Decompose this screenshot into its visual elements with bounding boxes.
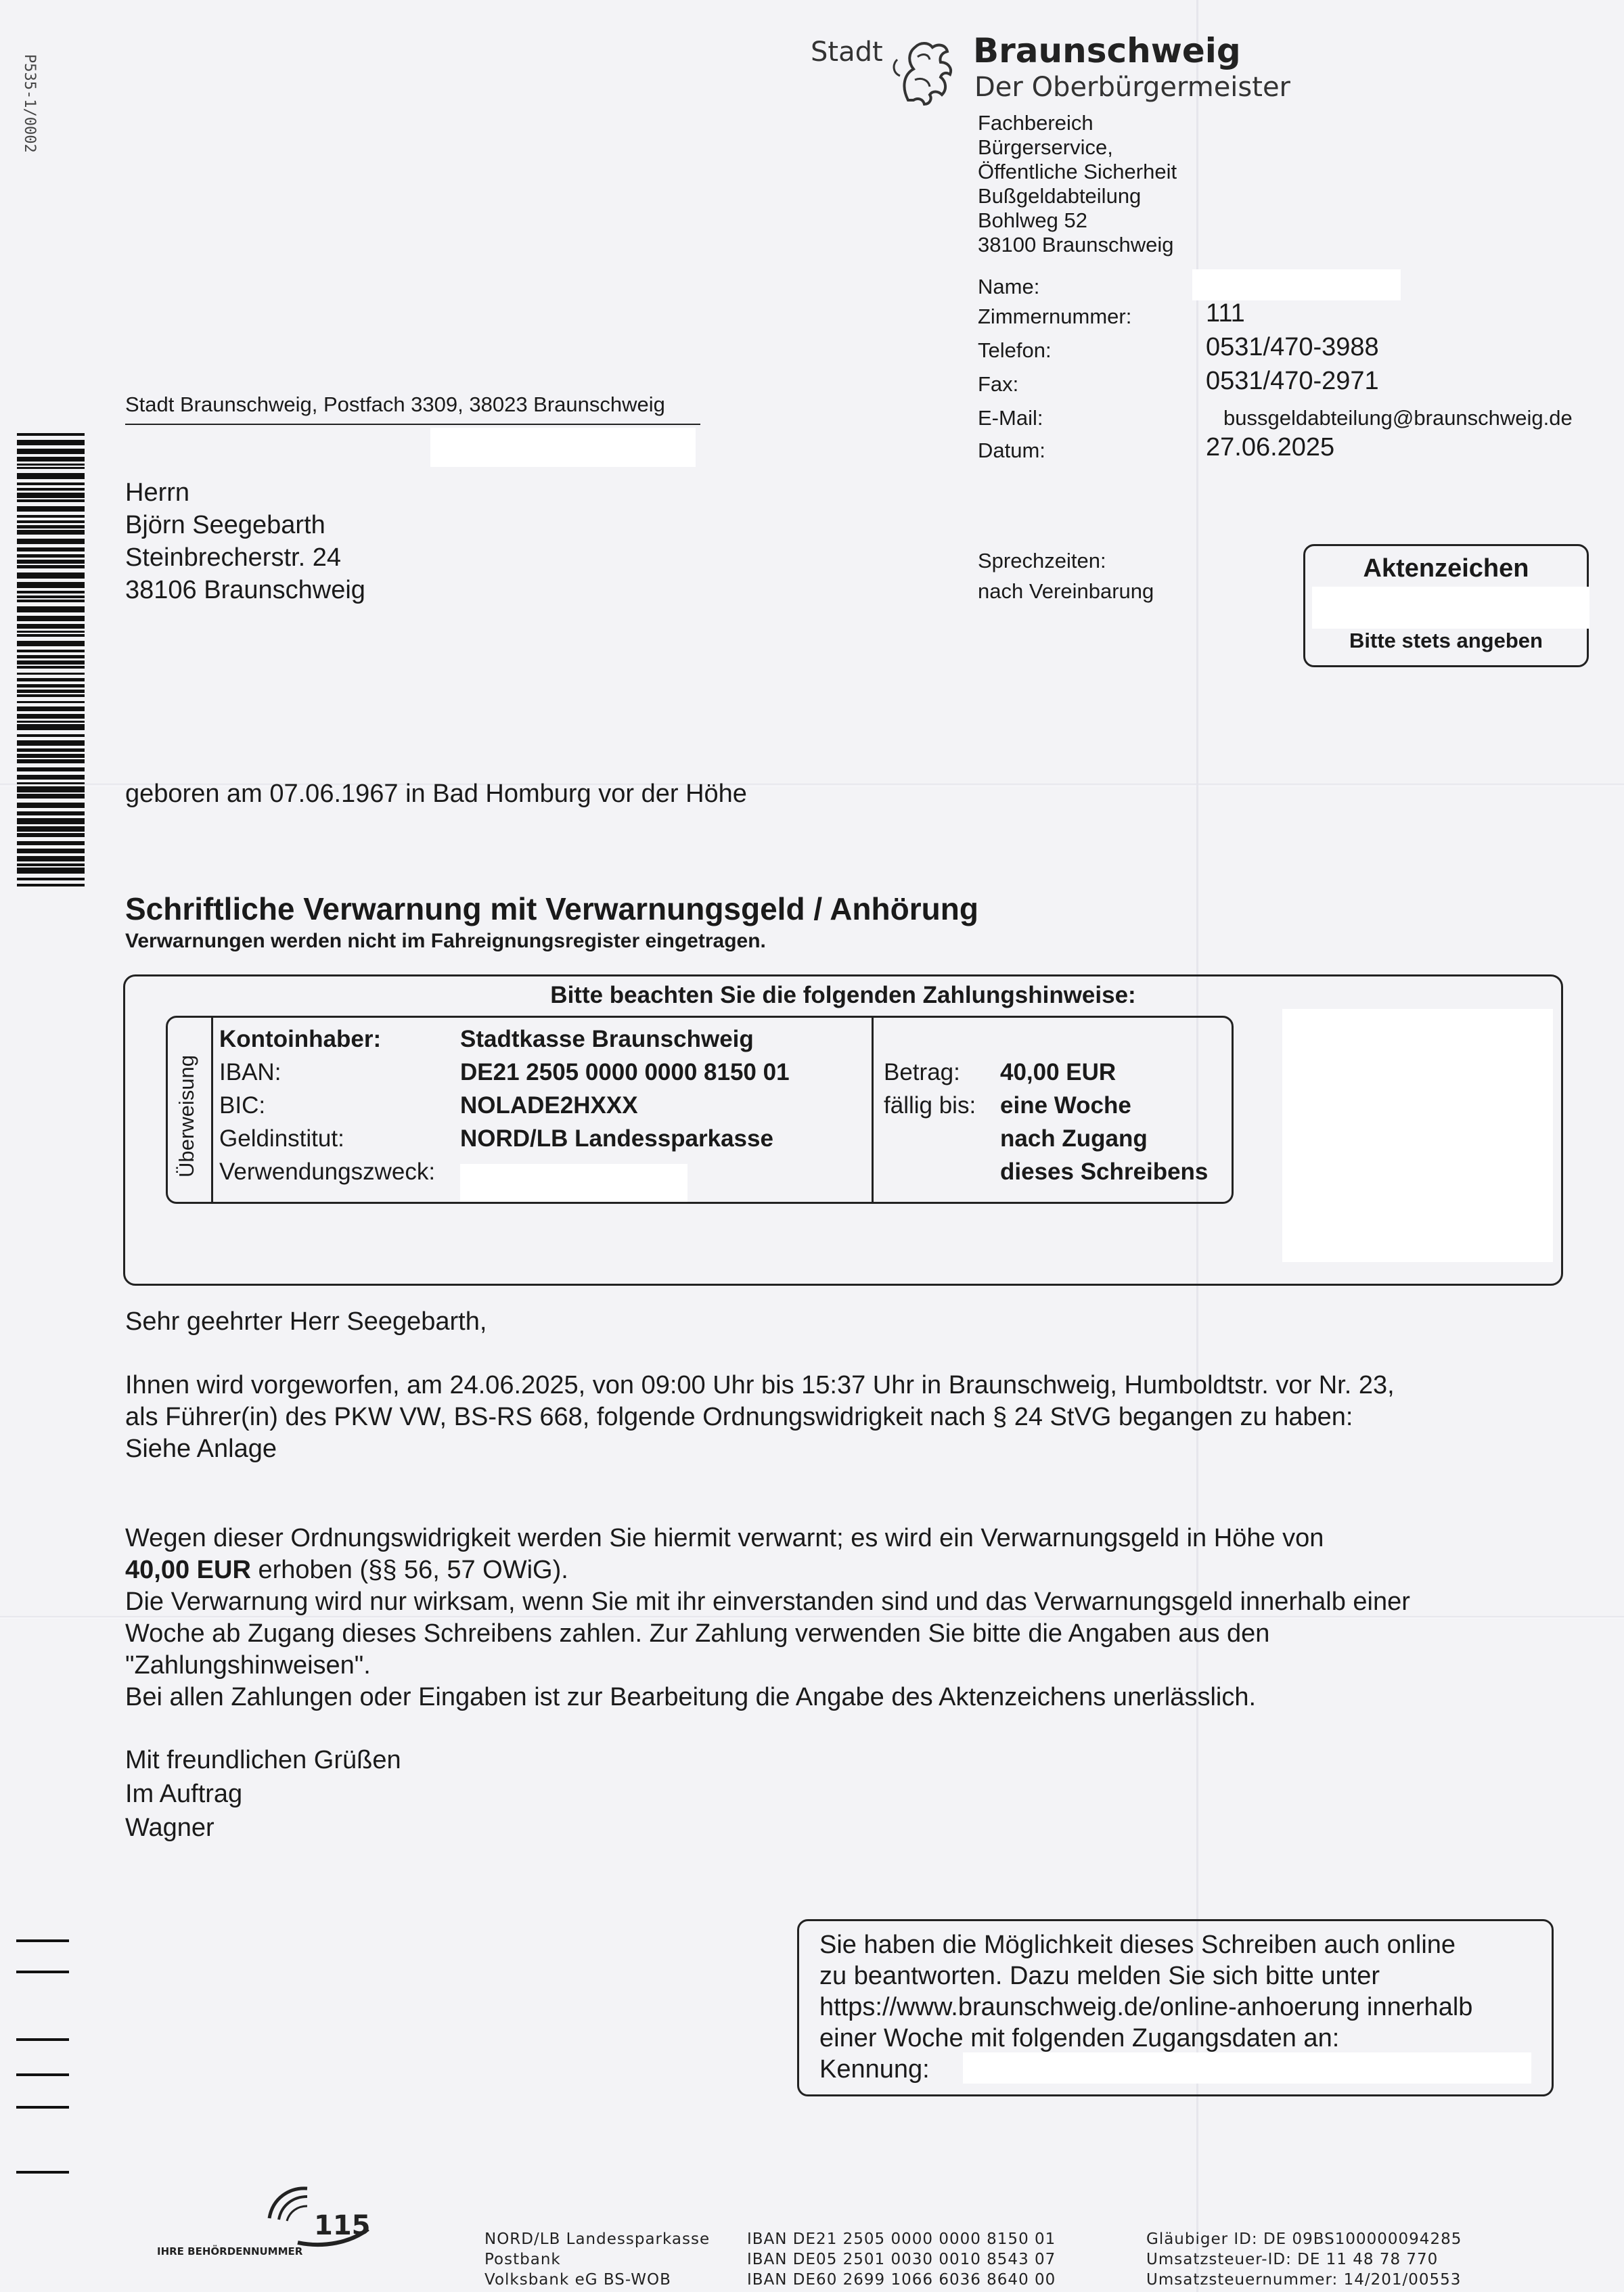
redacted-reference (460, 1164, 687, 1202)
bank-label: Geldinstitut: (219, 1125, 344, 1152)
recipient-street: Steinbrecherstr. 24 (125, 543, 341, 572)
recipient-salutation: Herrn (125, 478, 190, 507)
fine-amount: 40,00 EUR (125, 1556, 251, 1584)
margin-mark (16, 2171, 69, 2174)
lion-crest-logo (888, 32, 961, 108)
document-id: P535-1/0002 (21, 54, 38, 153)
contact-name-row (978, 269, 1607, 303)
footer-line: Umsatzsteuer-ID: DE 11 48 78 770 (1146, 2251, 1439, 2268)
logo-number: 115 (314, 2210, 371, 2241)
birth-line: geboren am 07.06.1967 in Bad Homburg vor der Höhe (125, 780, 747, 808)
contact-fax-row (978, 367, 1607, 401)
redacted-qr-area (1282, 1009, 1553, 1262)
payment-divider (872, 1018, 874, 1202)
due-value: nach Zugang (1000, 1125, 1148, 1152)
department-address (978, 111, 1177, 257)
paragraph-line (125, 1554, 1573, 1586)
closing-line: Mit freundlichen Grüßen (125, 1746, 401, 1774)
footer-line: Postbank (484, 2251, 561, 2268)
online-id-label: Kennung: (819, 2055, 930, 2084)
paragraph-line: Wegen dieser Ordnungswidrigkeit werden Sie hiermit verwarnt; es wird ein Verwarnungsgeld in Höhe von (125, 1524, 1324, 1552)
email-label: E-Mail: (978, 406, 1043, 430)
recipient-city: 38106 Braunschweig (125, 576, 365, 604)
aktenzeichen-hint: Bitte stets angeben (1349, 629, 1543, 652)
page-title: Schriftliche Verwarnung mit Verwarnungsgeld / Anhörung (125, 891, 978, 926)
phone-label: Telefon: (978, 338, 1052, 362)
email-value[interactable]: bussgeldabteilung@braunschweig.de (1223, 406, 1573, 430)
account-holder-value: Stadtkasse Braunschweig (460, 1026, 754, 1052)
paragraph-line: Bei allen Zahlungen oder Eingaben ist zur Bearbeitung die Angabe des Aktenzeichens unerlässlich. (125, 1683, 1257, 1711)
bic-label: BIC: (219, 1092, 266, 1119)
paragraph-text: erhoben (§§ 56, 57 OWiG). (250, 1556, 568, 1584)
paragraph-line: als Führer(in) des PKW VW, BS-RS 668, folgende Ordnungswidrigkeit nach § 24 StVG begangen zu haben: (125, 1403, 1353, 1431)
office-hours-label: Sprechzeiten: (978, 549, 1106, 572)
redacted-aktenzeichen (1312, 587, 1589, 629)
paragraph-line: "Zahlungshinweisen". (125, 1651, 371, 1680)
redacted-field (430, 428, 696, 467)
margin-mark (16, 2073, 69, 2076)
account-holder-label: Kontoinhaber: (219, 1026, 382, 1052)
name-label: Name: (978, 275, 1040, 298)
room-label: Zimmernummer: (978, 305, 1132, 328)
contact-date-row (978, 433, 1607, 467)
closing-signature: Wagner (125, 1814, 215, 1842)
logo-stadt: Stadt (811, 37, 883, 68)
paragraph-line: Woche ab Zugang dieses Schreibens zahlen. Zur Zahlung verwenden Sie bitte die Angaben aus den (125, 1619, 1270, 1648)
department-line: 38100 Braunschweig (978, 233, 1174, 256)
barcode (17, 433, 85, 886)
online-line: zu beantworten. Dazu melden Sie sich bitte unter (819, 1962, 1380, 1990)
page-subtitle: Verwarnungen werden nicht im Fahreignungsregister eingetragen. (125, 930, 766, 952)
department-line: Bürgerservice, (978, 135, 1113, 159)
footer-ibans (747, 2229, 1056, 2290)
greeting: Sehr geehrter Herr Seegebarth, (125, 1307, 487, 1336)
department-line: Fachbereich (978, 111, 1093, 135)
logo-subtitle: Der Oberbürgermeister (974, 72, 1290, 103)
online-line: einer Woche mit folgenden Zugangsdaten an: (819, 2024, 1340, 2052)
footer-line: Gläubiger ID: DE 09BS100000094285 (1146, 2230, 1462, 2248)
return-address: Stadt Braunschweig, Postfach 3309, 38023 Braunschweig (125, 392, 665, 416)
department-line: Öffentliche Sicherheit (978, 160, 1177, 183)
bic-value: NOLADE2HXXX (460, 1092, 638, 1119)
closing-block (125, 1743, 401, 1845)
date-value: 27.06.2025 (1206, 433, 1335, 462)
office-hours-value: nach Vereinbarung (978, 579, 1154, 603)
return-address-rule (125, 424, 700, 425)
footer-line: IBAN DE05 2501 0030 0010 8543 07 (747, 2251, 1056, 2268)
office-hours (978, 545, 1154, 606)
due-value: dieses Schreibens (1000, 1159, 1209, 1185)
phone-value: 0531/470-3988 (1206, 333, 1379, 361)
authority-number-logo (154, 2178, 411, 2259)
logo-city-name: Braunschweig (973, 31, 1241, 70)
accusation-paragraph (125, 1370, 1573, 1465)
online-url-line[interactable]: https://www.braunschweig.de/online-anhoerung innerhalb (819, 1993, 1473, 2021)
footer-line: IBAN DE21 2505 0000 0000 8150 01 (747, 2230, 1056, 2248)
margin-mark (16, 2106, 69, 2109)
aktenzeichen-title: Aktenzeichen (1363, 554, 1529, 583)
room-value: 111 (1206, 299, 1245, 328)
transfer-side-label: Überweisung (168, 1018, 213, 1202)
recipient-address (125, 476, 365, 606)
paragraph-line: Ihnen wird vorgeworfen, am 24.06.2025, von 09:00 Uhr bis 15:37 Uhr in Braunschweig, Humboldtstr. vor Nr. 23, (125, 1371, 1395, 1399)
aktenzeichen-box (1303, 544, 1589, 667)
footer-line: Umsatzsteuernummer: 14/201/00553 (1146, 2271, 1462, 2289)
contact-phone-row (978, 333, 1607, 367)
fax-value: 0531/470-2971 (1206, 367, 1379, 395)
payment-instructions-box (123, 974, 1563, 1286)
due-label: fällig bis: (884, 1092, 976, 1119)
footer-ids (1146, 2229, 1462, 2290)
online-response-box (797, 1919, 1554, 2096)
due-value: eine Woche (1000, 1092, 1131, 1119)
margin-mark (16, 1971, 69, 1973)
bank-value: NORD/LB Landessparkasse (460, 1125, 773, 1152)
payment-heading: Bitte beachten Sie die folgenden Zahlungshinweise: (550, 982, 1136, 1008)
reference-label: Verwendungszweck: (219, 1159, 436, 1185)
footer-banks (484, 2229, 710, 2290)
amount-label: Betrag: (884, 1059, 960, 1085)
paragraph-line: Siehe Anlage (125, 1435, 277, 1463)
fax-label: Fax: (978, 372, 1019, 396)
footer-line: IBAN DE60 2699 1066 6036 8640 00 (747, 2271, 1056, 2289)
iban-value: DE21 2505 0000 0000 8150 01 (460, 1059, 790, 1085)
transfer-details-box (166, 1016, 1234, 1204)
paragraph-line: Die Verwarnung wird nur wirksam, wenn Sie mit ihr einverstanden sind und das Verwarnungsgeld innerhalb einer (125, 1588, 1410, 1616)
iban-label: IBAN: (219, 1059, 281, 1085)
margin-mark (16, 2038, 69, 2041)
contact-email-row (978, 401, 1607, 434)
department-line: Bußgeldabteilung (978, 184, 1142, 208)
amount-value: 40,00 EUR (1000, 1059, 1116, 1085)
redacted-name (1192, 269, 1401, 300)
department-line: Bohlweg 52 (978, 208, 1088, 232)
footer-line: NORD/LB Landessparkasse (484, 2230, 710, 2248)
footer-line: Volksbank eG BS-WOB (484, 2271, 671, 2289)
logo-caption: IHRE BEHÖRDENNUMMER (157, 2245, 303, 2257)
recipient-name: Björn Seegebarth (125, 511, 325, 539)
contact-room-row (978, 299, 1607, 333)
margin-mark (16, 1939, 69, 1942)
closing-line: Im Auftrag (125, 1780, 243, 1808)
redacted-access-id (963, 2052, 1531, 2084)
online-line: Sie haben die Möglichkeit dieses Schreiben auch online (819, 1931, 1456, 1959)
warning-paragraph (125, 1523, 1573, 1713)
date-label: Datum: (978, 439, 1045, 462)
